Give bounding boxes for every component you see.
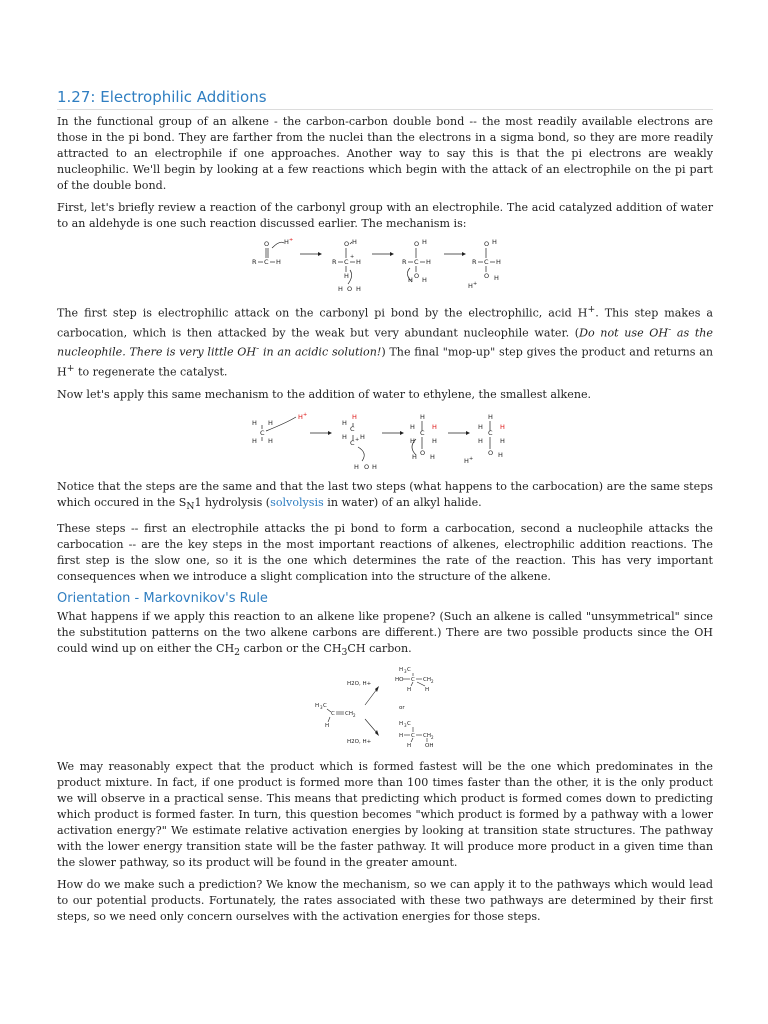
svg-text:3: 3 xyxy=(320,705,323,711)
svg-text:CH: CH xyxy=(423,677,431,684)
svg-text:H: H xyxy=(422,238,427,246)
svg-text:H: H xyxy=(496,258,501,266)
svg-text:H: H xyxy=(252,436,257,445)
svg-text:3: 3 xyxy=(404,669,407,675)
svg-text:H: H xyxy=(342,418,347,427)
svg-text:H: H xyxy=(399,721,404,728)
svg-text:C: C xyxy=(331,711,335,718)
svg-text:H: H xyxy=(315,703,320,710)
svg-text:H: H xyxy=(408,276,413,284)
svg-text:O: O xyxy=(484,240,490,248)
solvolysis-link[interactable]: solvolysis xyxy=(270,495,324,509)
svg-text:H: H xyxy=(412,452,417,461)
svg-text:C: C xyxy=(350,424,355,433)
section-heading-markovnikov: Orientation - Markovnikov's Rule xyxy=(57,590,268,606)
svg-text:H: H xyxy=(492,238,497,246)
svg-text:H: H xyxy=(410,422,415,431)
svg-text:C: C xyxy=(411,677,415,684)
svg-text:R: R xyxy=(402,258,407,266)
paragraph-first-step: The first step is electrophilic attack on the carbonyl pi bond by the electrophilic, acid H+. This step makes a carbocation, which is then attacked by the weak but very abundant nucleophile water. (Do not use OH- as the nucleophile. There is very little OH- in an acidic solution!) The final "mop-up" step gives the product and returns an H+ to regenerate the catalyst. xyxy=(57,304,714,379)
svg-text:R: R xyxy=(252,258,257,266)
svg-text:H: H xyxy=(425,687,430,694)
svg-text:H: H xyxy=(342,432,347,441)
svg-text:H: H xyxy=(268,418,273,427)
svg-text:H: H xyxy=(432,436,437,445)
paragraph-notice-steps: Notice that the steps are the same and that the last two steps (what happens to the carbocation) are the same steps which occured in the $S_N1$ hydrolysis (solvolysis in water) of an alkyl halide. xyxy=(57,479,713,512)
svg-text:O: O xyxy=(484,272,490,280)
paragraph-ethylene-intro: Now let's apply this same mechanism to the addition of water to ethylene, the smallest alkene. xyxy=(57,387,592,401)
svg-text:+: + xyxy=(355,436,360,443)
svg-text:+: + xyxy=(473,281,478,287)
or-label: or xyxy=(399,705,405,712)
svg-text:C: C xyxy=(420,428,425,437)
svg-text:H: H xyxy=(360,432,365,441)
reagent-bottom: H2O, H+ xyxy=(347,739,372,746)
svg-text:C: C xyxy=(488,428,493,437)
svg-text:+: + xyxy=(469,455,474,462)
svg-text:H: H xyxy=(338,285,343,293)
svg-text:H: H xyxy=(422,276,427,284)
svg-text:H: H xyxy=(478,436,483,445)
svg-text:HO: HO xyxy=(395,677,404,684)
svg-text:CH: CH xyxy=(423,733,431,740)
article xyxy=(57,88,713,931)
svg-text:C: C xyxy=(484,258,489,266)
svg-text:H: H xyxy=(464,456,469,465)
svg-text:H: H xyxy=(500,436,505,445)
mechanism-diagram xyxy=(250,238,520,298)
svg-text:H: H xyxy=(407,687,412,694)
svg-text:R: R xyxy=(332,258,337,266)
svg-text:C: C xyxy=(260,428,265,437)
svg-text:C: C xyxy=(411,733,415,740)
svg-text:+: + xyxy=(303,411,308,418)
svg-text:H: H xyxy=(420,412,425,421)
svg-text:O: O xyxy=(414,272,420,280)
svg-text:3: 3 xyxy=(404,723,407,729)
svg-text:H: H xyxy=(498,450,503,459)
svg-text:+: + xyxy=(289,238,294,243)
svg-text:H: H xyxy=(410,436,415,445)
svg-text:H: H xyxy=(494,274,499,282)
svg-text:H: H xyxy=(407,743,412,750)
svg-text:H: H xyxy=(488,412,493,421)
svg-text:O: O xyxy=(488,448,494,457)
svg-text:H: H xyxy=(325,723,330,730)
propene-products-diagram xyxy=(315,667,455,751)
svg-text:H: H xyxy=(298,412,303,421)
svg-text:C: C xyxy=(323,703,327,710)
svg-text:C: C xyxy=(407,667,411,674)
paragraph-propene: What happens if we apply this reaction to an alkene like propene? (Such an alkene is called "unsymmetrical" since the substitution patterns on the two alkene carbons are different.) There are two possible products since the OH could wind up on either the $CH_2$ carbon or the $CH_3CH$ carbon. xyxy=(57,609,713,659)
svg-text:H: H xyxy=(356,285,361,293)
svg-text:H: H xyxy=(268,436,273,445)
svg-text:C: C xyxy=(407,721,411,728)
page-title: 1.27: Electrophilic Additions xyxy=(57,88,713,110)
figure-carbonyl-mechanism xyxy=(250,238,520,298)
paragraph-prediction: How do we make such a prediction? We know the mechanism, so we can apply it to the pathways which would lead to our potential products. Fortunately, the rates associated with these two pathways are determined by their first steps, so we need only concern ourselves with the activation energies for those steps. xyxy=(57,878,713,924)
svg-text:CH: CH xyxy=(345,711,353,718)
svg-text:O: O xyxy=(264,240,270,248)
svg-text:H: H xyxy=(399,667,404,674)
svg-text:O: O xyxy=(364,462,370,471)
figure-ethylene-mechanism xyxy=(250,409,520,473)
svg-text:H: H xyxy=(352,412,357,421)
svg-text:H: H xyxy=(500,422,505,431)
ethylene-mechanism-diagram xyxy=(250,409,520,473)
svg-text:H: H xyxy=(354,462,359,471)
svg-text:H: H xyxy=(344,272,349,280)
svg-text:OH: OH xyxy=(425,743,434,750)
svg-text:H: H xyxy=(356,258,361,266)
svg-text:H: H xyxy=(352,238,357,246)
svg-text:H: H xyxy=(468,282,473,290)
svg-text:O: O xyxy=(344,240,350,248)
svg-text:O: O xyxy=(347,285,353,293)
svg-text:H: H xyxy=(430,452,435,461)
svg-text:O: O xyxy=(414,240,420,248)
svg-text:H: H xyxy=(252,418,257,427)
figure-propene-products xyxy=(315,667,455,751)
svg-text:2: 2 xyxy=(431,735,434,741)
svg-text:O: O xyxy=(420,448,426,457)
reagent-top: H2O, H+ xyxy=(347,681,372,688)
svg-text:H: H xyxy=(426,258,431,266)
svg-text:2: 2 xyxy=(353,713,356,719)
svg-text:H: H xyxy=(276,258,281,266)
svg-text:2: 2 xyxy=(431,679,434,685)
svg-text:H: H xyxy=(432,422,437,431)
paragraph-intro: In the functional group of an alkene - the carbon-carbon double bond -- the most readily available electrons are those in the pi bond. They are farther from the nuclei than the electrons in a sigma bond, so they are more readily attracted to an electrophile if one approaches. Another way to say this is that the pi electrons are weakly nucleophilic. We'll begin by looking at a few reactions which begin with the attack of an electrophile on the pi part of the double bond. xyxy=(57,115,713,192)
svg-text:H: H xyxy=(372,462,377,471)
paragraph-carbonyl-review: First, let's briefly review a reaction of the carbonyl group with an electrophile. The acid catalyzed addition of water to an aldehyde is one such reaction discussed earlier. The mechanism is: xyxy=(57,201,713,230)
paragraph-key-steps: These steps -- first an electrophile attacks the pi bond to form a carbocation, second a nucleophile attacks the carbocation -- are the key steps in the most important reactions of alkenes, electrophilic addition reactions. The first step is the slow one, so it is the one which determines the rate of the reaction. This has very important consequences when we introduce a slight complication into the structure of the alkene. xyxy=(57,521,713,583)
paragraph-product-rate: We may reasonably expect that the product which is formed fastest will be the one which predominates in the product mixture. In fact, if one product is formed more than 100 times faster than the other, it is the only product we will observe in a practical sense. This means that predicting which product is formed comes down to predicting which product is formed faster. In turn, this question becomes "which product is formed by a pathway with a lower activation energy?" We estimate relative activation energies by looking at transition state structures. The pathway with the lower energy transition state will be the faster pathway. It will produce more product in a given time than the slower pathway, so its product will be found in the greater amount. xyxy=(57,760,713,870)
svg-text:R: R xyxy=(472,258,477,266)
svg-text:H: H xyxy=(284,238,289,246)
svg-text:C: C xyxy=(414,258,419,266)
svg-text:+: + xyxy=(350,254,355,260)
svg-text:H: H xyxy=(399,733,404,740)
svg-text:H: H xyxy=(478,422,483,431)
svg-text:C: C xyxy=(344,258,349,266)
svg-text:C: C xyxy=(264,258,269,266)
svg-text:C: C xyxy=(350,438,355,447)
